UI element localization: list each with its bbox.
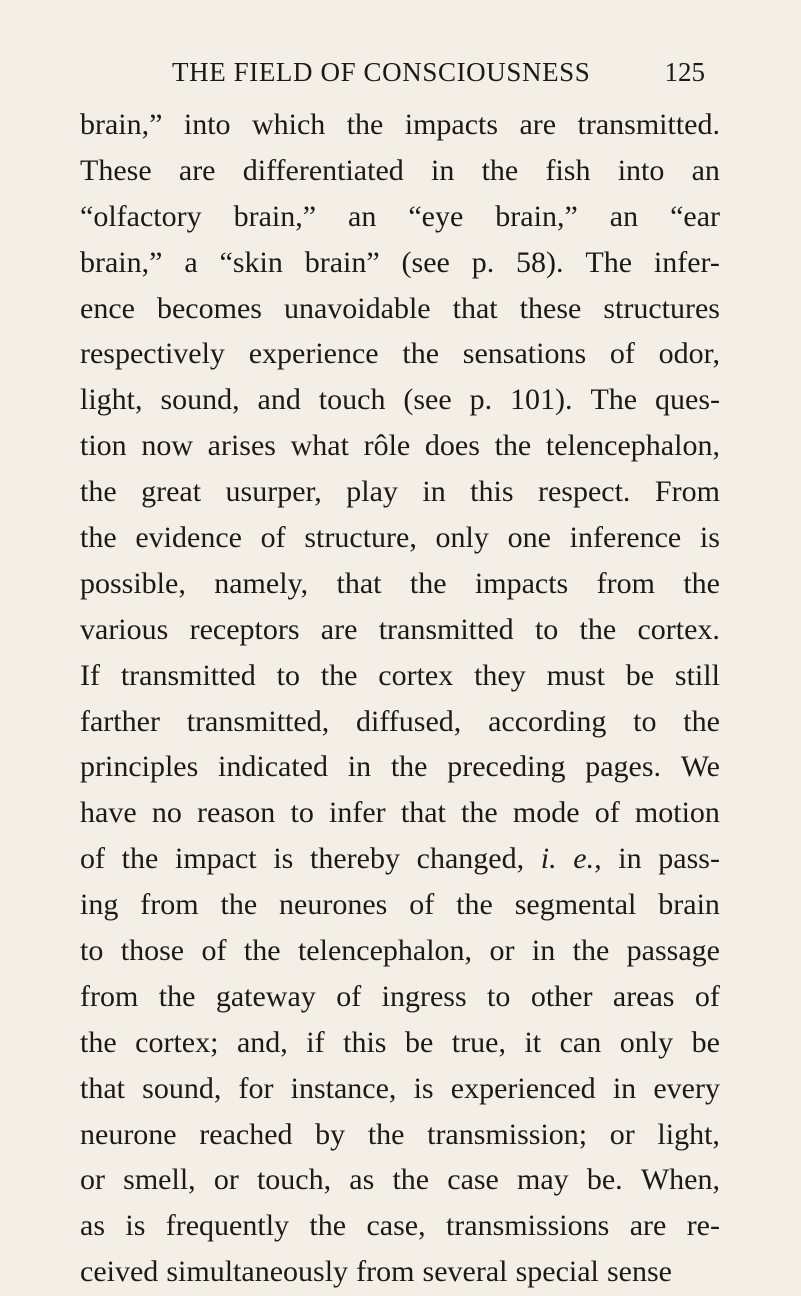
text-line <box>80 469 720 515</box>
word: it <box>524 1025 542 1059</box>
word: ceived <box>80 1255 159 1289</box>
word: tion <box>80 429 127 463</box>
word: brain,” <box>80 108 163 141</box>
word: structure, <box>304 521 417 555</box>
word: re- <box>686 1209 720 1243</box>
word: passage <box>626 934 720 968</box>
word: the <box>572 934 610 968</box>
word: ence <box>80 291 135 325</box>
word: becomes <box>156 291 262 325</box>
word: into <box>183 108 231 141</box>
word: telencephalon, <box>297 934 473 968</box>
word: diffused, <box>356 704 462 738</box>
word: “eye <box>408 199 464 233</box>
word: and <box>257 383 301 417</box>
word: special <box>515 1255 599 1289</box>
word: gateway <box>215 979 316 1013</box>
word: by <box>315 1117 346 1151</box>
word: the <box>409 566 447 600</box>
word: the <box>220 888 258 922</box>
word: rôle <box>363 429 411 463</box>
word: an <box>691 153 720 187</box>
word: an <box>609 199 639 233</box>
word: namely, <box>214 566 309 600</box>
word: (see <box>401 245 450 279</box>
word: differentiated <box>242 153 404 187</box>
word: impacts <box>474 566 569 600</box>
word: into <box>617 153 665 187</box>
word: several <box>422 1255 508 1289</box>
word: transmissions <box>445 1209 610 1243</box>
word: case <box>447 1163 499 1197</box>
word: inference <box>569 521 682 555</box>
text-line <box>80 790 720 836</box>
word: great <box>141 475 202 509</box>
word: mode <box>512 796 580 830</box>
word: of <box>201 934 227 968</box>
text-line <box>80 561 720 607</box>
word: brain,” <box>495 199 578 233</box>
word: of <box>609 337 635 371</box>
word: the <box>309 1209 347 1243</box>
word: brain <box>658 888 720 922</box>
text-line <box>80 744 720 790</box>
word: 58). <box>516 245 564 279</box>
word: transmitted <box>120 658 256 692</box>
word: are <box>519 108 557 141</box>
word: brain,” <box>233 199 317 233</box>
word: from <box>356 1255 415 1289</box>
word: e., <box>573 842 602 876</box>
word: pages. <box>585 750 662 784</box>
word: “ear <box>670 199 720 233</box>
word: only <box>435 521 489 555</box>
word: which <box>251 108 326 141</box>
word: to <box>534 612 559 646</box>
word: to <box>276 658 300 692</box>
word: brain,” <box>80 245 163 279</box>
word: farther <box>80 704 160 738</box>
word: structures <box>603 291 720 325</box>
word: now <box>141 429 193 463</box>
word: “skin <box>219 245 283 279</box>
text-line <box>80 331 720 377</box>
word: what <box>290 429 349 463</box>
word: impacts <box>404 108 499 141</box>
text-line <box>80 1249 720 1295</box>
word: be <box>625 658 655 692</box>
word: infer- <box>653 245 720 279</box>
word: have <box>80 796 137 830</box>
word: From <box>654 475 720 509</box>
word: these <box>519 291 582 325</box>
word: as <box>80 1209 105 1243</box>
word: frequently <box>165 1209 290 1243</box>
word: can <box>559 1025 602 1059</box>
word: be. <box>586 1163 623 1197</box>
word: light, <box>80 383 143 417</box>
word: the <box>461 796 498 830</box>
word: experienced <box>450 1071 596 1105</box>
word: i. <box>540 842 557 876</box>
word: respect. <box>537 475 631 509</box>
word: brain” <box>304 245 380 279</box>
word: changed, <box>416 842 525 876</box>
word: one <box>507 521 551 555</box>
word: does <box>424 429 480 463</box>
text-line <box>80 836 720 882</box>
word: the <box>320 658 358 692</box>
word: those <box>120 934 185 968</box>
word: this <box>343 1025 387 1059</box>
word: p. <box>471 245 495 279</box>
word: the <box>390 750 428 784</box>
word: ingress <box>381 979 467 1013</box>
word: unavoidable <box>283 291 431 325</box>
word: the <box>683 566 720 600</box>
word: the <box>80 475 117 509</box>
word: to <box>80 934 104 968</box>
word: from <box>140 888 199 922</box>
word: ing <box>80 888 119 922</box>
word: neurones <box>279 888 388 922</box>
word: the <box>346 108 384 141</box>
word: that <box>336 566 382 600</box>
text-line <box>80 240 720 286</box>
word: in <box>431 153 455 187</box>
word: transmitted <box>378 612 514 646</box>
word: are <box>178 153 216 187</box>
word: light, <box>657 1117 720 1151</box>
word: evidence <box>135 521 242 555</box>
word: various <box>80 612 169 646</box>
word: according <box>488 704 607 738</box>
word: cortex; <box>135 1025 219 1059</box>
word: the <box>243 934 281 968</box>
word: the <box>456 888 493 922</box>
word: no <box>151 796 182 830</box>
text-line <box>80 1203 720 1249</box>
word: of <box>409 888 435 922</box>
word: be <box>691 1025 720 1059</box>
body-text <box>80 102 720 1295</box>
word: “olfactory <box>80 199 202 233</box>
word: principles <box>80 750 199 784</box>
word: infer <box>329 796 386 830</box>
word: p. <box>469 383 493 417</box>
word: simultaneously <box>166 1255 349 1289</box>
text-line <box>80 515 720 561</box>
word: is <box>125 1209 146 1243</box>
word: pass- <box>658 842 720 876</box>
word: reached <box>199 1117 293 1151</box>
word: are <box>320 612 358 646</box>
word: When, <box>640 1163 720 1197</box>
word: transmitted. <box>577 108 720 141</box>
word: only <box>619 1025 674 1059</box>
word: indicated <box>218 750 328 784</box>
text-line <box>80 148 720 194</box>
word: areas <box>612 979 675 1013</box>
text-line <box>80 699 720 745</box>
text-line <box>80 653 720 699</box>
word: thereby <box>310 842 400 876</box>
word: the <box>402 337 440 371</box>
word: in <box>531 934 556 968</box>
word: be <box>404 1025 434 1059</box>
word: These <box>80 153 152 187</box>
word: the <box>494 429 532 463</box>
word: touch <box>318 383 386 417</box>
word: of <box>80 842 105 876</box>
word: receptors <box>189 612 300 646</box>
word: still <box>674 658 720 692</box>
word: an <box>348 199 377 233</box>
text-line <box>80 102 720 148</box>
word: telencephalon, <box>545 429 720 463</box>
word: is <box>273 842 294 876</box>
word: to <box>290 796 314 830</box>
word: the <box>481 153 519 187</box>
word: neurone <box>80 1117 177 1151</box>
text-line <box>80 286 720 332</box>
word: sound, <box>160 383 240 417</box>
word: or <box>609 1117 635 1151</box>
text-line <box>80 882 720 928</box>
word: impact <box>175 842 257 876</box>
word: this <box>470 475 514 509</box>
word: may <box>517 1163 569 1197</box>
word: segmental <box>514 888 637 922</box>
word: preceding <box>447 750 566 784</box>
text-line <box>80 1157 720 1203</box>
word: and, <box>236 1025 288 1059</box>
word: play <box>346 475 398 509</box>
word: from <box>596 566 655 600</box>
word: sensations <box>462 337 587 371</box>
word: in <box>347 750 372 784</box>
word: from <box>80 979 139 1013</box>
word: or <box>489 934 515 968</box>
word: they <box>474 658 526 692</box>
word: possible, <box>80 566 186 600</box>
word: motion <box>634 796 720 830</box>
word: of <box>694 979 720 1013</box>
word: are <box>629 1209 667 1243</box>
word: is <box>413 1071 434 1105</box>
text-line <box>80 974 720 1020</box>
word: ques- <box>655 383 720 417</box>
text-line <box>80 423 720 469</box>
word: cortex <box>378 658 454 692</box>
text-line <box>80 1020 720 1066</box>
word: that <box>452 291 498 325</box>
word: in <box>422 475 446 509</box>
word: the <box>579 612 617 646</box>
word: usurper, <box>225 475 322 509</box>
word: that <box>80 1071 125 1105</box>
word: of <box>260 521 286 555</box>
word: case, <box>366 1209 426 1243</box>
word: reason <box>197 796 276 830</box>
word: transmitted, <box>186 704 330 738</box>
word: smell, <box>123 1163 196 1197</box>
word: touch, <box>256 1163 332 1197</box>
word: odor, <box>658 337 720 371</box>
running-title: THE FIELD OF CONSCIOUSNESS <box>172 57 591 87</box>
word: of <box>594 796 620 830</box>
text-line <box>80 377 720 423</box>
running-head <box>0 52 801 92</box>
word: a <box>184 245 198 279</box>
word: in <box>618 842 642 876</box>
word: must <box>546 658 605 692</box>
word: the <box>683 704 720 738</box>
page-number: 125 <box>664 57 705 87</box>
word: the <box>158 979 196 1013</box>
word: If <box>80 658 100 692</box>
word: respectively <box>80 337 225 371</box>
word: is <box>699 521 720 555</box>
word: of <box>336 979 362 1013</box>
word: every <box>653 1071 720 1105</box>
word: We <box>680 750 720 784</box>
word: (see <box>403 383 452 417</box>
word: if <box>306 1025 325 1059</box>
text-line <box>80 1112 720 1158</box>
word: to <box>487 979 511 1013</box>
text-line <box>80 194 720 240</box>
word: that <box>400 796 446 830</box>
word: instance, <box>290 1071 397 1105</box>
word: for <box>238 1071 274 1105</box>
word: fish <box>545 153 591 187</box>
word: experience <box>248 337 379 371</box>
word: the <box>80 521 117 555</box>
word: the <box>367 1117 405 1151</box>
word: transmission; <box>427 1117 588 1151</box>
word: the <box>392 1163 430 1197</box>
word: as <box>349 1163 375 1197</box>
word: cortex. <box>637 612 720 646</box>
word: arises <box>207 429 276 463</box>
word: or <box>213 1163 239 1197</box>
word: sense <box>606 1255 672 1289</box>
word: in <box>612 1071 637 1105</box>
text-line <box>80 1066 720 1112</box>
word: the <box>121 842 159 876</box>
word: other <box>530 979 593 1013</box>
word: 101). <box>510 383 573 417</box>
text-line <box>80 928 720 974</box>
word: The <box>590 383 638 417</box>
word: true, <box>451 1025 506 1059</box>
word: or <box>80 1163 105 1197</box>
word: the <box>80 1025 117 1059</box>
word: The <box>585 245 633 279</box>
text-line <box>80 607 720 653</box>
word: sound, <box>142 1071 222 1105</box>
word: to <box>633 704 657 738</box>
